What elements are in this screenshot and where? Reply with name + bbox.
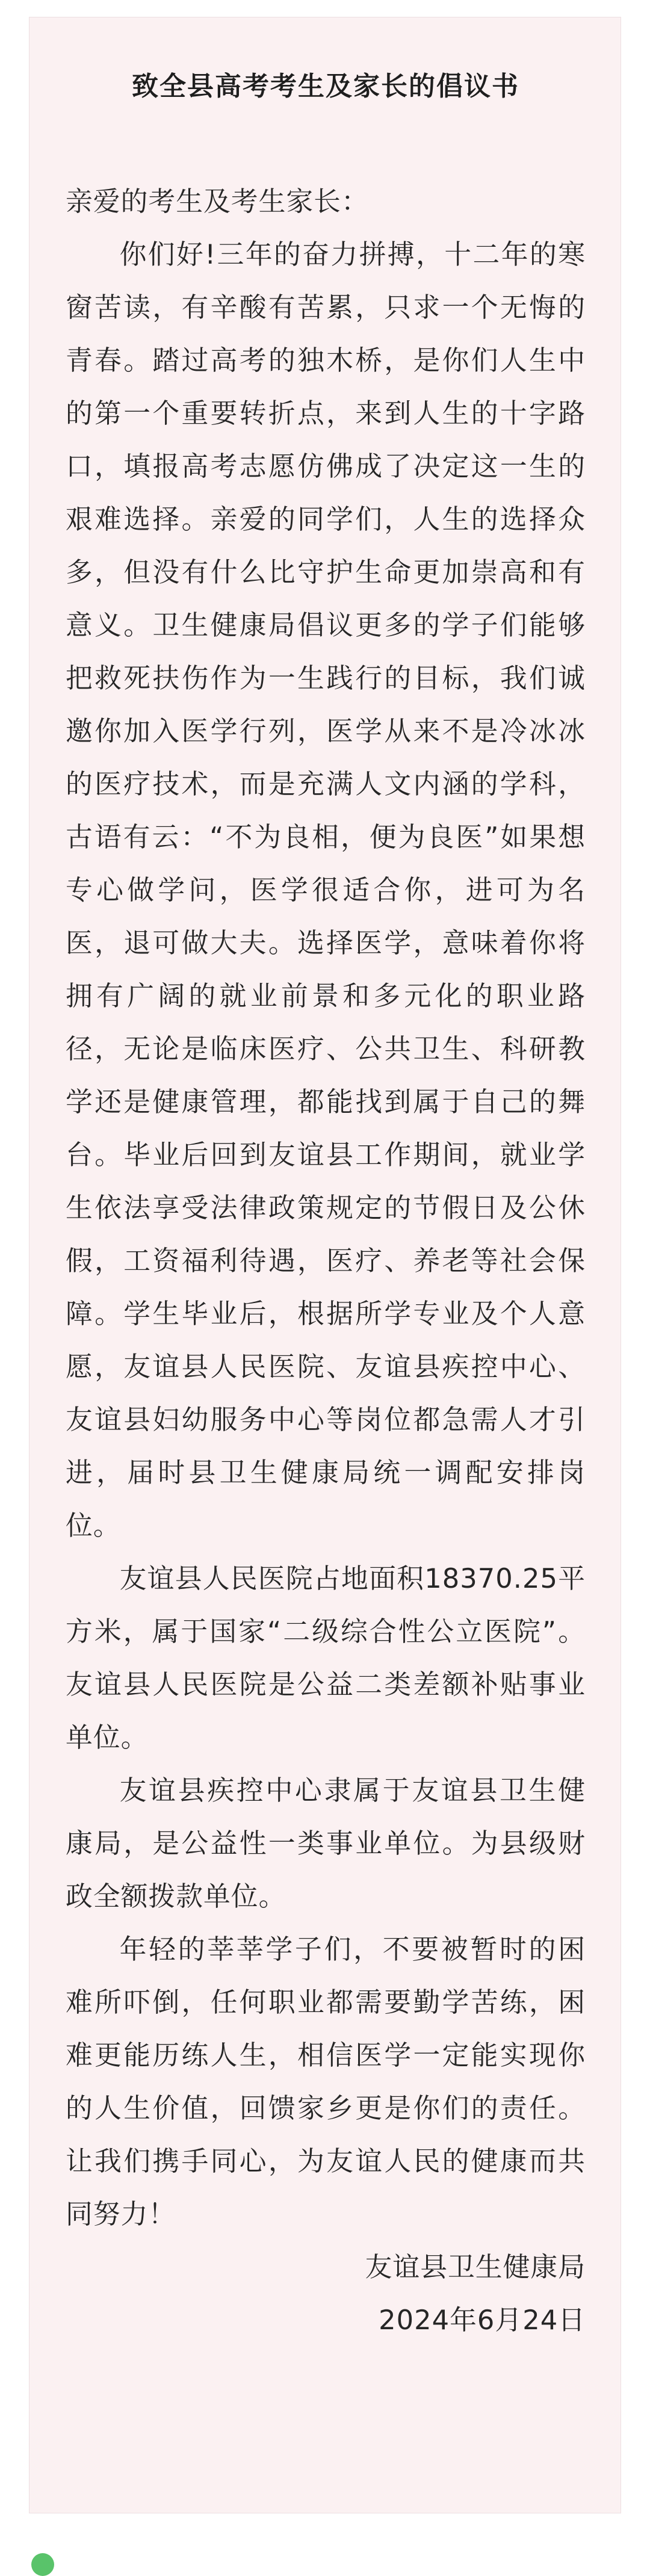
date: 2024年6月24日 [379,2304,586,2336]
green-circle-icon [31,2553,54,2576]
letter-body [66,175,586,2347]
paragraph-4: 年轻的莘莘学子们，不要被暂时的困难所吓倒，任何职业都需要勤学苦练，困难更能历练人生，相信医学一定能实现你的人生价值，回馈家乡更是你们的责任。让我们携手同心，为友谊人民的健康而共同努力！ [66,1933,586,2230]
paragraph-2: 友谊县人民医院占地面积18370.25平方米，属于国家“二级综合性公立医院”。友谊县人民医院是公益二类差额补贴事业单位。 [66,1562,586,1753]
letter-title: 致全县高考考生及家长的倡议书 [132,71,519,102]
paragraph-3: 友谊县疾控中心隶属于友谊县卫生健康局，是公益性一类事业单位。为县级财政全额拨款单位。 [66,1774,586,1912]
paragraph-1: 你们好!三年的奋力拼搏，十二年的寒窗苦读，有辛酸有苦累，只求一个无悔的青春。踏过高考的独木桥，是你们人生中的第一个重要转折点，来到人生的十字路口，填报高考志愿仿佛成了决定这一生的艰难选择。亲爱的同学们，人生的选择众多，但没有什么比守护生命更加崇高和有意义。卫生健康局倡议更多的学子们能够把救死扶伤作为一生践行的目标，我们诚邀你加入医学行列，医学从来不是冷冰冰的医疗技术，而是充满人文内涵的学科，古语有云：“不为良相，便为良医”如果想专心做学问，医学很适合你，进可为名医，退可做大夫。选择医学，意味着你将拥有广阔的就业前景和多元化的职业路径，无论是临床医疗、公共卫生、科研教学还是健康管理，都能找到属于自己的舞台。毕业后回到友谊县工作期间，就业学生依法享受法律政策规定的节假日及公休假，工资福利待遇，医疗、养老等社会保障。学生毕业后，根据所学专业及个人意愿，友谊县人民医院、友谊县疾控中心、友谊县妇幼服务中心等岗位都急需人才引进，届时县卫生健康局统一调配安排岗位。 [66,238,586,1541]
letter-card [29,17,621,2513]
salutation: 亲爱的考生及考生家长： [66,185,369,217]
signature: 友谊县卫生健康局 [365,2251,586,2283]
